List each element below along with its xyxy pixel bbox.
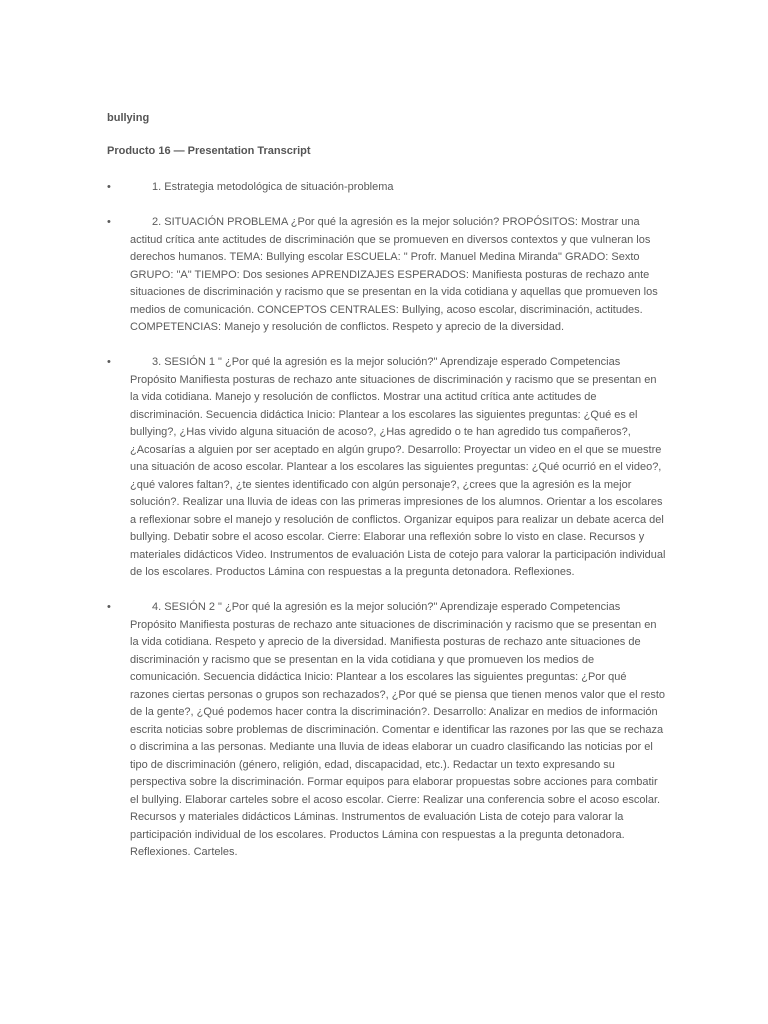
list-item-text: 3. SESIÓN 1 " ¿Por qué la agresión es la mejor solución?" Aprendizaje esperado Competencias Propósito Manifiesta posturas de rechazo ante situaciones de discriminación y racismo que se presentan en la vida cotidiana. Manejo y resolución de conflictos. Mostrar una actitud crítica ante actitudes de discriminación. Secuencia didáctica Inicio: Plantear a los escolares las siguientes preguntas: ¿Qué es el bullying?, ¿Has vivido alguna situación de acoso?, ¿Has agredido o te han agredido tus compañeros?, ¿Acosarías a alguien por ser aceptado en algún grupo?. Desarrollo: Proyectar un video en el que se muestre una situación de acoso escolar. Plantear a los escolares las siguientes preguntas: ¿Qué ocurrió en el video?, ¿qué valores faltan?, ¿te sientes identificado con algún personaje?, ¿crees que la agresión es la mejor solución?. Realizar una lluvia de ideas con las primeras impresiones de los alumnos. Orientar a los escolares a reflexionar sobre el manejo y resolución de conflictos. Organizar equipos para realizar un debate acerca del bullying. Debatir sobre el acoso escolar. Cierre: Elaborar una reflexión sobre lo visto en clase. Recursos y materiales didácticos Video. Instrumentos de evaluación Lista de cotejo para valorar la participación individual de los escolares. Productos Lámina con respuestas a la pregunta detonadora. Reflexiones. [130,356,666,578]
list-item-text: 4. SESIÓN 2 " ¿Por qué la agresión es la mejor solución?" Aprendizaje esperado Competencias Propósito Manifiesta posturas de rechazo ante situaciones de discriminación y racismo que se presentan en la vida cotidiana. Respeto y aprecio de la diversidad. Manifiesta posturas de rechazo ante situaciones de discriminación y racismo que se presentan en la vida cotidiana y que promueven los medios de comunicación. Secuencia didáctica Inicio: Plantear a los escolares las siguientes preguntas: ¿Por qué razones ciertas personas o grupos son rechazados?, ¿Por qué se piensa que tienen menos valor que el resto de la gente?, ¿Qué podemos hacer contra la discriminación?. Desarrollo: Analizar en medios de información escrita noticias sobre problemas de discriminación. Comentar e identificar las razones por las que se rechaza o discrimina a las personas. Mediante una lluvia de ideas elaborar un cuadro clasificando las noticias por el tipo de discriminación (género, religión, edad, discapacidad, etc.). Redactar un texto expresando su perspectiva sobre la discriminación. Formar equipos para elaborar propuestas sobre acciones para combatir el bullying. Elaborar carteles sobre el acoso escolar. Cierre: Realizar una conferencia sobre el acoso escolar. Recursos y materiales didácticos Láminas. Instrumentos de evaluación Lista de cotejo para valorar la participación individual de los escolares. Productos Lámina con respuestas a la pregunta detonadora. Reflexiones. Carteles. [130,601,666,858]
list-item-text: 1. Estrategia metodológica de situación-problema [152,181,394,193]
bullet-icon: • [107,601,111,613]
list-item [107,214,667,337]
document-title: bullying [107,112,150,124]
bullet-icon: • [107,216,111,228]
bullet-icon: • [107,181,111,193]
bullet-icon: • [107,356,111,368]
list-item-text: 2. SITUACIÓN PROBLEMA ¿Por qué la agresión es la mejor solución? PROPÓSITOS: Mostrar una actitud crítica ante actitudes de discriminación que se promueven en diversos contextos y que vulneran los derechos humanos. TEMA: Bullying escolar ESCUELA: " Profr. Manuel Medina Miranda" GRADO: Sexto GRUPO: "A" TIEMPO: Dos sesiones APRENDIZAJES ESPERADOS: Manifiesta posturas de rechazo ante situaciones de discriminación y racismo que se presentan en la vida cotidiana y aquellas que promueven los medios de comunicación. CONCEPTOS CENTRALES: Bullying, acoso escolar, discriminación, actitudes. COMPETENCIAS: Manejo y resolución de conflictos. Respeto y aprecio de la diversidad. [130,216,658,333]
list-item [107,354,667,582]
list-item [107,179,667,197]
document-subtitle: Producto 16 — Presentation Transcript [107,145,311,157]
list-item [107,599,667,862]
